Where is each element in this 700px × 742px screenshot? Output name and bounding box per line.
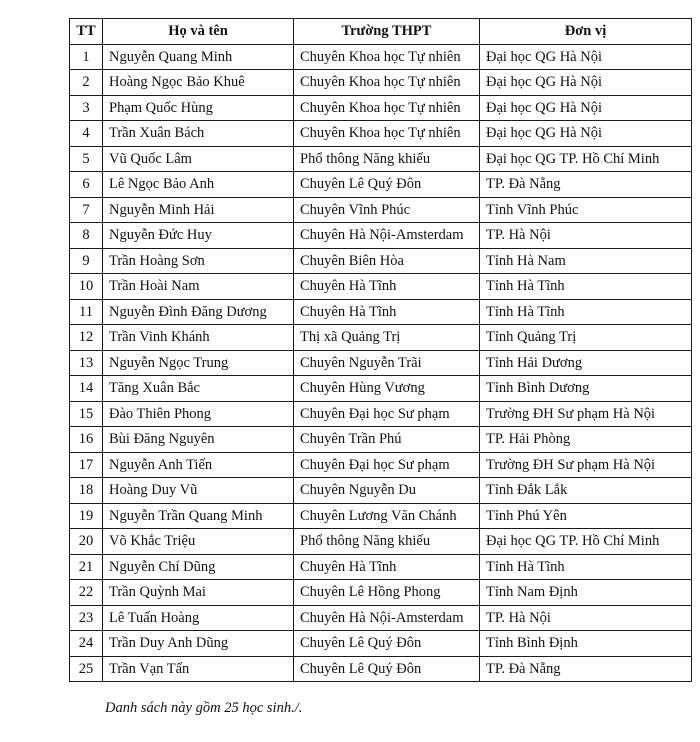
table-row [70, 95, 692, 121]
row-number: 2 [70, 70, 103, 96]
unit-name: Tỉnh Hà Nam [480, 248, 692, 274]
table-row [70, 605, 692, 631]
row-number: 11 [70, 299, 103, 325]
table-row [70, 299, 692, 325]
unit-name: Tỉnh Đắk Lắk [480, 478, 692, 504]
school-name: Chuyên Lê Quý Đôn [294, 172, 480, 198]
table-row [70, 580, 692, 606]
school-name: Chuyên Lê Quý Đôn [294, 631, 480, 657]
row-number: 8 [70, 223, 103, 249]
student-name: Phạm Quốc Hùng [103, 95, 294, 121]
table-row [70, 656, 692, 682]
table-row [70, 401, 692, 427]
school-name: Chuyên Khoa học Tự nhiên [294, 121, 480, 147]
school-name: Phổ thông Năng khiếu [294, 146, 480, 172]
row-number: 3 [70, 95, 103, 121]
school-name: Chuyên Hùng Vương [294, 376, 480, 402]
unit-name: Trường ĐH Sư phạm Hà Nội [480, 452, 692, 478]
school-name: Chuyên Trần Phú [294, 427, 480, 453]
row-number: 16 [70, 427, 103, 453]
table-row [70, 631, 692, 657]
student-name: Bùi Đăng Nguyên [103, 427, 294, 453]
unit-name: Đại học QG TP. Hồ Chí Minh [480, 529, 692, 555]
school-name: Chuyên Nguyễn Du [294, 478, 480, 504]
row-number: 23 [70, 605, 103, 631]
unit-name: Đại học QG TP. Hồ Chí Minh [480, 146, 692, 172]
unit-name: TP. Đà Nẵng [480, 656, 692, 682]
school-name: Chuyên Lê Hồng Phong [294, 580, 480, 606]
row-number: 10 [70, 274, 103, 300]
table-row [70, 274, 692, 300]
row-number: 9 [70, 248, 103, 274]
unit-name: Tỉnh Nam Định [480, 580, 692, 606]
unit-name: Trường ĐH Sư phạm Hà Nội [480, 401, 692, 427]
student-name: Trần Quỳnh Mai [103, 580, 294, 606]
row-number: 6 [70, 172, 103, 198]
unit-name: Tỉnh Phú Yên [480, 503, 692, 529]
table-row [70, 248, 692, 274]
unit-name: Tỉnh Bình Dương [480, 376, 692, 402]
unit-name: Tỉnh Quảng Trị [480, 325, 692, 351]
unit-name: Tỉnh Hải Dương [480, 350, 692, 376]
student-name: Lê Ngọc Bảo Anh [103, 172, 294, 198]
table-row [70, 427, 692, 453]
footnote: Danh sách này gồm 25 học sinh./. [105, 700, 303, 716]
table-row [70, 478, 692, 504]
student-name: Nguyễn Chí Dũng [103, 554, 294, 580]
row-number: 20 [70, 529, 103, 555]
school-name: Chuyên Đại học Sư phạm [294, 452, 480, 478]
header-high-school: Trường THPT [294, 19, 480, 45]
school-name: Chuyên Lê Quý Đôn [294, 656, 480, 682]
school-name: Chuyên Đại học Sư phạm [294, 401, 480, 427]
unit-name: TP. Hà Nội [480, 605, 692, 631]
student-name: Nguyễn Trần Quang Minh [103, 503, 294, 529]
student-name: Đào Thiên Phong [103, 401, 294, 427]
student-name: Nguyễn Minh Hải [103, 197, 294, 223]
student-name: Nguyễn Đức Huy [103, 223, 294, 249]
header-unit: Đơn vị [480, 19, 692, 45]
school-name: Chuyên Khoa học Tự nhiên [294, 95, 480, 121]
unit-name: Tỉnh Hà Tĩnh [480, 554, 692, 580]
row-number: 21 [70, 554, 103, 580]
student-name: Hoàng Duy Vũ [103, 478, 294, 504]
school-name: Chuyên Hà Nội-Amsterdam [294, 605, 480, 631]
row-number: 25 [70, 656, 103, 682]
unit-name: Đại học QG Hà Nội [480, 121, 692, 147]
school-name: Chuyên Hà Nội-Amsterdam [294, 223, 480, 249]
table-row [70, 376, 692, 402]
unit-name: Đại học QG Hà Nội [480, 70, 692, 96]
table-row [70, 452, 692, 478]
header-full-name: Họ và tên [103, 19, 294, 45]
student-name: Trần Vạn Tấn [103, 656, 294, 682]
unit-name: Tỉnh Vĩnh Phúc [480, 197, 692, 223]
school-name: Chuyên Biên Hòa [294, 248, 480, 274]
table-row [70, 325, 692, 351]
table-row [70, 350, 692, 376]
school-name: Chuyên Hà Tĩnh [294, 299, 480, 325]
student-name: Tăng Xuân Bắc [103, 376, 294, 402]
student-name: Trần Vinh Khánh [103, 325, 294, 351]
student-name: Nguyễn Anh Tiến [103, 452, 294, 478]
student-name: Nguyễn Quang Minh [103, 44, 294, 70]
student-list-table [69, 18, 692, 682]
student-name: Nguyễn Ngọc Trung [103, 350, 294, 376]
table-row [70, 554, 692, 580]
school-name: Chuyên Lương Văn Chánh [294, 503, 480, 529]
school-name: Phổ thông Năng khiếu [294, 529, 480, 555]
school-name: Thị xã Quảng Trị [294, 325, 480, 351]
school-name: Chuyên Hà Tĩnh [294, 554, 480, 580]
table-row [70, 146, 692, 172]
row-number: 14 [70, 376, 103, 402]
school-name: Chuyên Khoa học Tự nhiên [294, 70, 480, 96]
unit-name: Tỉnh Hà Tĩnh [480, 274, 692, 300]
school-name: Chuyên Khoa học Tự nhiên [294, 44, 480, 70]
student-name: Võ Khắc Triệu [103, 529, 294, 555]
row-number: 17 [70, 452, 103, 478]
unit-name: Đại học QG Hà Nội [480, 44, 692, 70]
student-name: Trần Hoàng Sơn [103, 248, 294, 274]
table-row [70, 197, 692, 223]
unit-name: Tỉnh Hà Tĩnh [480, 299, 692, 325]
school-name: Chuyên Nguyễn Trãi [294, 350, 480, 376]
table-row [70, 121, 692, 147]
row-number: 19 [70, 503, 103, 529]
row-number: 4 [70, 121, 103, 147]
unit-name: Tỉnh Bình Định [480, 631, 692, 657]
table-row [70, 223, 692, 249]
table-row [70, 503, 692, 529]
row-number: 5 [70, 146, 103, 172]
student-name: Hoàng Ngọc Bảo Khuê [103, 70, 294, 96]
table-row [70, 172, 692, 198]
row-number: 24 [70, 631, 103, 657]
student-name: Trần Hoài Nam [103, 274, 294, 300]
row-number: 1 [70, 44, 103, 70]
table-row [70, 70, 692, 96]
table-row [70, 44, 692, 70]
school-name: Chuyên Vĩnh Phúc [294, 197, 480, 223]
header-tt: TT [70, 19, 103, 45]
row-number: 18 [70, 478, 103, 504]
student-name: Lê Tuấn Hoàng [103, 605, 294, 631]
table-row [70, 529, 692, 555]
school-name: Chuyên Hà Tĩnh [294, 274, 480, 300]
row-number: 22 [70, 580, 103, 606]
unit-name: Đại học QG Hà Nội [480, 95, 692, 121]
unit-name: TP. Hà Nội [480, 223, 692, 249]
student-name: Vũ Quốc Lâm [103, 146, 294, 172]
student-name: Nguyễn Đình Đăng Dương [103, 299, 294, 325]
row-number: 7 [70, 197, 103, 223]
unit-name: TP. Hải Phòng [480, 427, 692, 453]
table-header-row [70, 19, 692, 45]
row-number: 12 [70, 325, 103, 351]
table-body [70, 44, 692, 682]
row-number: 15 [70, 401, 103, 427]
student-name: Trần Xuân Bách [103, 121, 294, 147]
student-name: Trần Duy Anh Dũng [103, 631, 294, 657]
unit-name: TP. Đà Nẵng [480, 172, 692, 198]
row-number: 13 [70, 350, 103, 376]
